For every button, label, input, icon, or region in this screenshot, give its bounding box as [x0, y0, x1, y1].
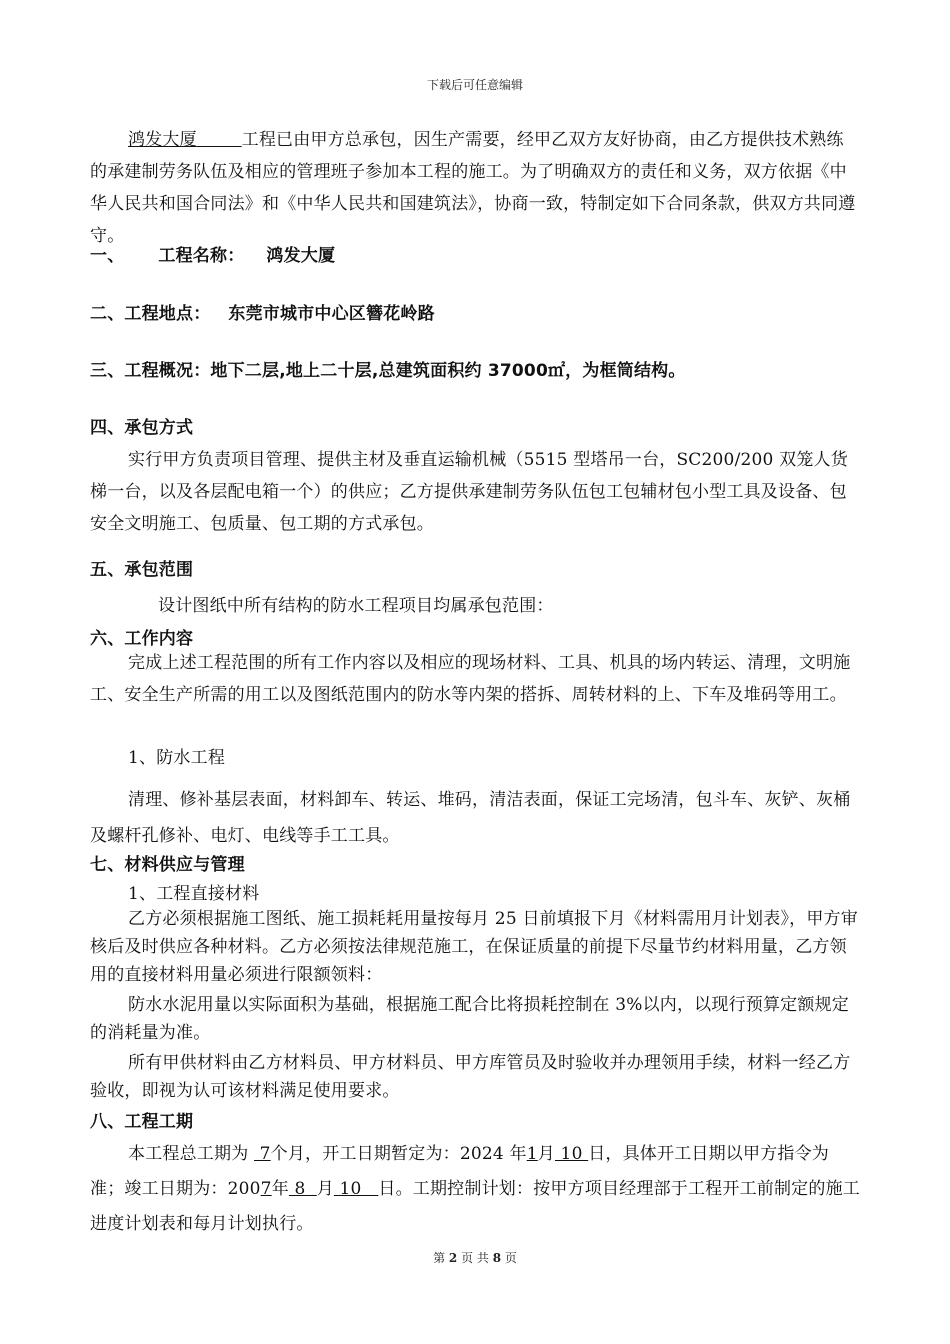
intro-paragraph: 鸿发大厦 工程已由甲方总承包，因生产需要，经甲乙双方友好协商，由乙方提供技术熟练的承建制劳务队伍及相应的管理班子参加本工程的施工。为了明确双方的责任和义务，双方依据《中华人民共和国合同法》和《中华人民共和国建筑法》，协商一致，特制定如下合同条款，供双方共同遵守。: [90, 130, 856, 246]
project-name-blank: 鸿发大厦: [128, 130, 197, 150]
current-page-number: 2: [448, 1251, 458, 1265]
section-8-body: 本工程总工期为 7个月，开工日期暂定为：2024 年1月 10 日，具体开工日期以甲方指令为准；竣工日期为：2007年 8 月 10 日。工期控制计划：按甲方项目经理部于工程开工前制定的施工进度计划表和每月计划执行。: [90, 1144, 860, 1234]
section-6-sub1-body: 清理、修补基层表面，材料卸车、转运、堆码，清洁表面，保证工完场清，包斗车、灰铲、灰桶及螺杆孔修补、电灯、电线等手工工具。: [90, 790, 851, 846]
total-pages: 8: [492, 1251, 502, 1265]
page-footer: 第 2 页 共 8 页: [433, 1251, 517, 1265]
duration-months: 7: [254, 1144, 271, 1164]
end-day: 10: [333, 1179, 379, 1199]
section-7-para-3: 所有甲供材料由乙方材料员、甲方材料员、甲方库管员及时验收并办理领用手续，材料一经乙方验收，即视为认可该材料满足使用要求。: [90, 1053, 851, 1101]
section-2-heading: 二、工程地点： 东莞市城市中心区簪花岭路: [90, 304, 435, 324]
end-month: 8: [288, 1179, 317, 1199]
section-8-heading: 八、工程工期: [90, 1112, 194, 1132]
section-7-para-2: 防水水泥用量以实际面积为基础，根据施工配合比将损耗控制在 3%以内，以现行预算定额规定的消耗量为准。: [90, 995, 849, 1043]
section-7-para-1: 乙方必须根据施工图纸、施工损耗耗用量按每月 25 日前填报下月《材料需用月计划表》，甲方审核后及时供应各种材料。乙方必须按法律规范施工，在保证质量的前提下尽量节约材料用量，乙方领用的直接材料用量必须进行限额领料：: [90, 909, 858, 985]
section-6-body: 完成上述工程范围的所有工作内容以及相应的现场材料、工具、机具的场内转运、清理，文明施工、安全生产所需的用工以及图纸范围内的防水等内架的搭拆、周转材料的上、下车及堆码等用工。: [90, 653, 851, 705]
section-4-body: 实行甲方负责项目管理、提供主材及垂直运输机械（5515 型塔吊一台，SC200/200 双笼人货梯一台，以及各层配电箱一个）的供应；乙方提供承建制劳务队伍包工包辅材包小型工具及设备、包安全文明施工、包质量、包工期的方式承包。: [90, 450, 848, 534]
start-month: 1: [526, 1144, 538, 1164]
end-year: 7: [260, 1179, 272, 1199]
section-1-heading: 一、 工程名称： 鸿发大厦: [90, 246, 336, 266]
page-header: 下载后可任意编辑: [426, 78, 523, 92]
section-5-body: 设计图纸中所有结构的防水工程项目均属承包范围：: [158, 596, 554, 616]
section-6-heading: 六、工作内容: [90, 629, 194, 649]
start-day: 10: [554, 1144, 589, 1164]
section-7-sub1: 1、工程直接材料: [128, 884, 260, 904]
section-7-heading: 七、材料供应与管理: [90, 855, 245, 875]
section-5-heading: 五、承包范围: [90, 560, 194, 580]
section-4-heading: 四、承包方式: [90, 418, 194, 438]
section-3-heading: 三、工程概况：地下二层,地上二十层,总建筑面积约 37000㎡，为框筒结构。: [90, 361, 686, 381]
section-6-sub1: 1、防水工程: [128, 748, 226, 768]
